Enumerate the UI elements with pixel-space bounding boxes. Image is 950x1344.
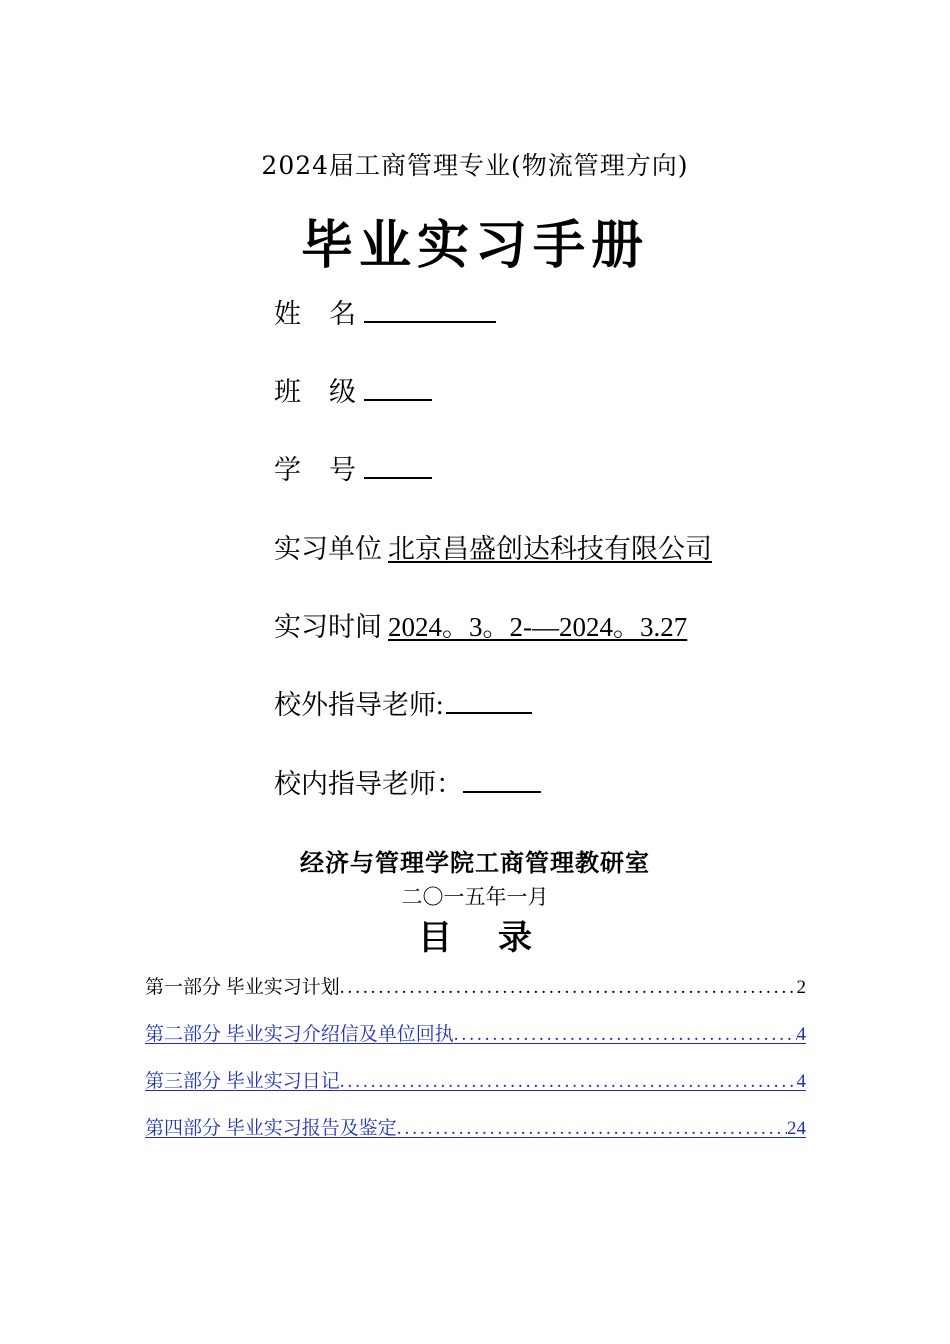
toc-item-text: 第一部分 毕业实习计划 <box>145 977 340 998</box>
name-blank[interactable] <box>364 299 496 323</box>
toc-leader-dots <box>454 1024 797 1046</box>
toc-item-plan[interactable] <box>145 972 806 1019</box>
toc-item-page: 4 <box>796 1071 806 1092</box>
publish-date: 二〇一五年一月 <box>401 885 549 909</box>
toc-title: 目录 <box>418 918 578 958</box>
toc-item-page: 2 <box>796 977 806 998</box>
external-advisor-field <box>274 683 532 722</box>
toc-leader-dots <box>397 1118 787 1140</box>
class-field <box>274 370 432 409</box>
toc-item-diary[interactable] <box>145 1066 806 1113</box>
handbook-title: 毕业实习手册 <box>300 215 649 276</box>
name-field <box>274 292 496 331</box>
company-value: 北京昌盛创达科技有限公司 <box>388 534 712 564</box>
name-label: 姓名 <box>274 299 384 329</box>
period-label: 实习时间 <box>274 612 382 642</box>
student-id-blank[interactable] <box>364 455 432 479</box>
period-value: 2024。3。2-—2024。3.27 <box>388 612 688 642</box>
toc-leader-dots <box>340 977 797 999</box>
internal-advisor-blank[interactable] <box>463 769 541 793</box>
table-of-contents <box>145 972 806 1160</box>
toc-item-page: 4 <box>796 1024 806 1045</box>
handbook-subtitle: 2024届工商管理专业(物流管理方向) <box>261 151 689 180</box>
class-label: 班级 <box>274 377 384 407</box>
company-field <box>274 527 712 566</box>
toc-item-report[interactable] <box>145 1113 806 1160</box>
toc-leader-dots <box>340 1071 797 1093</box>
internal-advisor-label: 校内指导老师： <box>274 769 463 799</box>
toc-item-text: 第四部分 毕业实习报告及鉴定 <box>145 1118 397 1139</box>
toc-item-page: 24 <box>787 1118 806 1139</box>
toc-item-text: 第三部分 毕业实习日记 <box>145 1071 340 1092</box>
student-id-field <box>274 448 432 487</box>
period-field <box>274 605 687 644</box>
student-id-label: 学号 <box>274 455 384 485</box>
internal-advisor-field <box>274 762 541 801</box>
class-blank[interactable] <box>364 377 432 401</box>
department-name: 经济与管理学院工商管理教研室 <box>300 848 650 877</box>
external-advisor-label: 校外指导老师: <box>274 690 444 720</box>
toc-item-text: 第二部分 毕业实习介绍信及单位回执 <box>145 1024 454 1045</box>
external-advisor-blank[interactable] <box>446 690 532 714</box>
toc-item-intro-letter[interactable] <box>145 1019 806 1066</box>
company-label: 实习单位 <box>274 534 382 564</box>
